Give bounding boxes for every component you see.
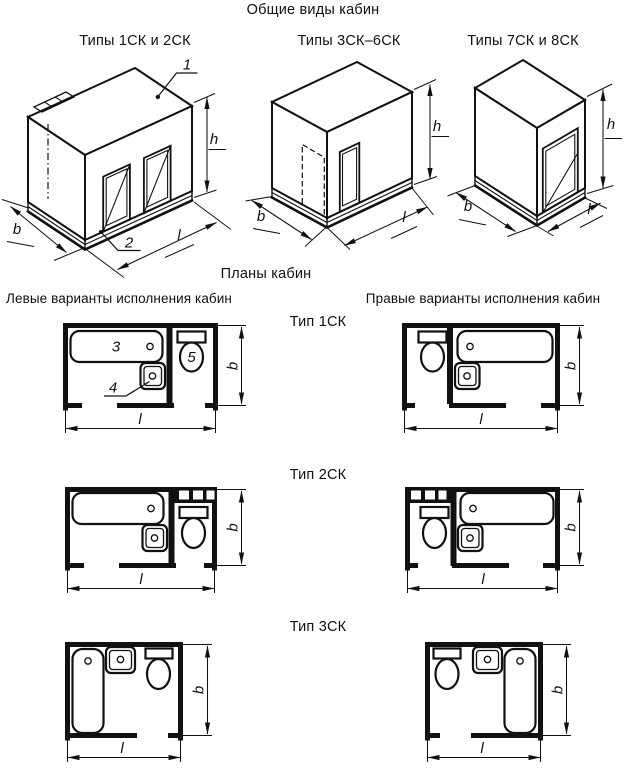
callout-3: 3 — [111, 338, 121, 356]
callout-1: 1 — [182, 56, 192, 74]
bathtub — [73, 649, 104, 733]
dim-label-l: l — [138, 411, 142, 428]
sheet-title: Общие виды кабин — [246, 2, 380, 18]
plan-3sk-right — [425, 645, 571, 763]
dimension-length — [66, 410, 216, 433]
dim-label-l: l — [481, 571, 485, 588]
vent-block — [175, 487, 218, 503]
dimension-length — [405, 410, 558, 433]
dimension-length — [428, 740, 541, 762]
dim-label-l: l — [480, 740, 484, 757]
dimension-width — [560, 490, 584, 566]
callout-4: 4 — [108, 379, 118, 397]
dim-label-h: h — [606, 116, 616, 133]
washbasin — [473, 647, 502, 673]
dimension-height — [587, 84, 622, 194]
iso-view-types-3sk-6sk — [246, 62, 450, 250]
dim-label-l: l — [479, 411, 483, 428]
toilet — [434, 649, 461, 690]
dim-label-b: b — [463, 198, 473, 215]
dimension-height — [194, 94, 226, 198]
dimension-length — [68, 570, 215, 593]
left-variants-heading: Левые варианты исполнения кабин — [6, 291, 232, 306]
dim-label-h: h — [432, 118, 442, 135]
dimension-width — [183, 645, 212, 736]
plan-3sk-left — [65, 645, 212, 763]
dim-label-b: b — [224, 361, 242, 371]
type-label-1sk: Тип 1СК — [289, 314, 347, 330]
iso-view-types-7sk-8sk — [448, 60, 623, 237]
dim-label-b: b — [562, 361, 580, 371]
vent-block — [405, 487, 451, 503]
toilet — [421, 507, 449, 548]
plan-2sk-left — [65, 487, 246, 593]
callout-5: 5 — [187, 349, 196, 366]
dim-label-l: l — [587, 201, 591, 218]
dim-label-b: b — [549, 685, 567, 695]
bathtub — [458, 331, 553, 362]
dim-label-b: b — [190, 685, 208, 695]
right-variants-heading: Правые варианты исполнения кабин — [365, 291, 601, 306]
plan-1sk-right — [402, 326, 584, 434]
toilet — [419, 332, 447, 372]
washbasin — [106, 647, 135, 673]
dimension-height — [414, 80, 449, 185]
toilet — [146, 649, 173, 690]
iso-label-1sk-2sk: Типы 1СК и 2СК — [79, 33, 191, 49]
iso-label-7sk-8sk: Типы 7СК и 8СК — [467, 33, 579, 49]
plan-2sk-right — [405, 487, 584, 593]
dim-label-h: h — [209, 131, 219, 148]
dim-label-b: b — [256, 208, 266, 225]
iso-view-types-1sk-2sk — [2, 57, 231, 278]
dim-label-l: l — [177, 227, 181, 244]
type-label-3sk: Тип 3СК — [289, 619, 347, 635]
bathtub — [461, 493, 554, 524]
dimension-width — [218, 326, 246, 406]
bathtub — [505, 649, 536, 733]
dim-label-l: l — [139, 571, 143, 588]
dim-label-l: l — [120, 740, 124, 757]
washbasin — [455, 363, 480, 389]
bathtub — [73, 493, 164, 524]
dim-label-b: b — [562, 523, 580, 532]
dimension-width — [217, 490, 246, 566]
callout-2: 2 — [124, 234, 134, 252]
dimension-length — [68, 740, 181, 762]
dim-label-b: b — [224, 523, 242, 532]
dimension-width — [560, 326, 584, 406]
plan-1sk-left — [63, 326, 246, 434]
dim-label-b: b — [12, 221, 22, 238]
dimension-width — [543, 645, 571, 736]
dimension-length — [408, 570, 558, 593]
washbasin — [458, 525, 483, 551]
dim-label-l: l — [402, 209, 406, 226]
toilet — [180, 507, 208, 548]
washbasin — [143, 525, 168, 551]
type-label-2sk: Тип 2СК — [289, 467, 347, 483]
iso-label-3sk-6sk: Типы 3СК–6СК — [297, 33, 401, 49]
plans-title: Планы кабин — [220, 266, 312, 282]
